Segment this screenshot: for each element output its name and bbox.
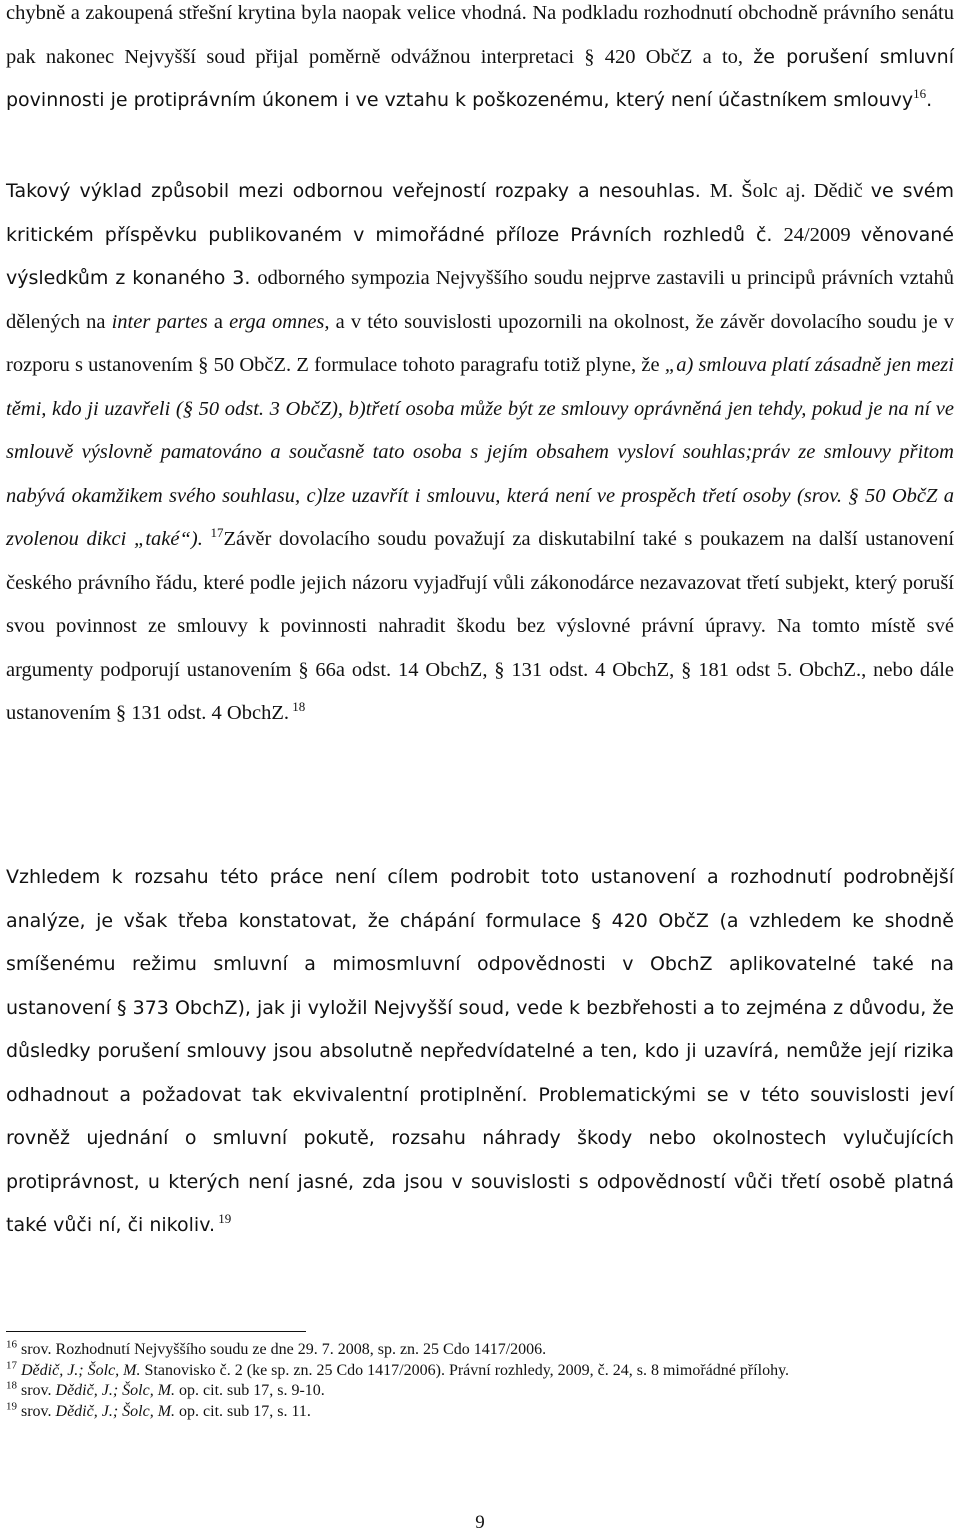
page-number: 9 <box>475 1512 485 1533</box>
text-run: Dědič, J.; Šolc, M. <box>55 1382 176 1399</box>
text-run: že porušení smluvní povinnosti je protiprávním úkonem i ve vztahu k poškozenému, který není účastníkem smlouvy <box>6 45 955 111</box>
text-run: odborného sympozia Nejvyššího soudu nejprve zastavili u principů právních vztahů dělených na <box>6 267 954 333</box>
text-run: op. cit. sub 17, s. 9-10. <box>175 1382 325 1399</box>
text-run: op. cit. sub 17, s. 11. <box>175 1402 311 1420</box>
text-run: a <box>207 310 230 333</box>
text-run: Dědič, J.; Šolc, M. <box>21 1361 141 1379</box>
footnote-separator <box>6 1331 306 1332</box>
text-run: srov. Rozhodnutí Nejvyššího soudu ze dne 29. 7. 2008, sp. zn. 25 Cdo 1417/2006. <box>17 1341 547 1358</box>
text-run: Takový výklad způsobil mezi odbornou veřejností rozpaky a nesouhlas. <box>6 180 710 202</box>
footnote-ref: 19 <box>215 1211 232 1227</box>
text-run: Problematickými se v této souvislosti jeví rovněž ujednání o smluvní pokutě, rozsahu náhrady škody nebo okolnostech vylučujících protiprávnost, u kterých není jasné, zda jsou v souvislosti s odpovědností vůči třetí osobě platná také vůči ní, či nikoliv. <box>6 1083 954 1236</box>
text-run: Stanovisko č. 2 (ke sp. zn. 25 Cdo 1417/2006). Právní rozhledy, 2009, č. 24, s. 8 mimořádné přílohy. <box>140 1361 790 1379</box>
text-run: chybně a zakoupená střešní krytina byla naopak velice vhodná. Na podkladu rozhodnutí obchodně právního senátu pak nakonec Nejvyšší soud přijal poměrně odvážnou interpretaci § 420 ObčZ a to, <box>6 2 954 68</box>
footnote-ref: 19 <box>6 1400 17 1413</box>
body-paragraph-2 <box>6 170 954 736</box>
footnote-ref: 17 <box>6 1359 17 1372</box>
text-run: věnované výsledkům z konaného 3. <box>6 223 954 289</box>
text-run: . <box>926 89 933 111</box>
body-paragraph-1 <box>6 0 954 123</box>
text-run: ve svém kritickém příspěvku publikovaném v mimořádné příloze Právních rozhledů č. <box>6 180 955 246</box>
footnote-ref: 16 <box>6 1338 17 1351</box>
text-run: srov. <box>17 1382 56 1399</box>
footnote-ref: 17 <box>210 525 224 541</box>
text-run: erga omnes, <box>229 310 330 333</box>
text-run: 24/2009 <box>783 223 861 246</box>
footnote-18 <box>6 1381 954 1402</box>
text-run: a v této souvislosti upozornili na okolnost, že závěr dovolacího soudu je v rozporu s ustanovením § 50 ObčZ. Z formulace tohoto paragrafu totiž plyne, že <box>6 310 955 376</box>
text-run: „a) smlouva platí zásadně jen mezi těmi, kdo ji uzavřeli (§ 50 odst. 3 ObčZ), b)třetí osoba může být ze smlouvy oprávněná jen tehdy, pokud je na ní ve smlouvě výslovně pamatováno a současně tato osoba s jejím obsahem vysloví souhlas;práv ze smlouvy přitom nabývá okamžikem svého souhlasu, c)lze uzavřít i smlouvu, která není ve prospěch třetí osoby (srov. § 50 ObčZ a zvolenou dikci „také“). <box>6 354 954 550</box>
footnote-ref: 18 <box>289 699 306 715</box>
footnote-17 <box>6 1361 954 1382</box>
text-run: Dědič <box>813 180 871 202</box>
footnote-16 <box>6 1340 954 1361</box>
text-run: Vzhledem k rozsahu této práce není cílem podrobit toto ustanovení a rozhodnutí podrobnější analýze, je však třeba konstatovat, že chápání formulace § 420 ObčZ (a vzhledem ke shodně smíšenému režimu smluvní a mimosmluvní odpovědnosti v ObchZ aplikovatelné také na ustanovení § 373 ObchZ), jak ji vyložil Nejvyšší soud, vede k bezbřehosti a to zejména z důvodu, že důsledky porušení smlouvy jsou absolutně nepředvídatelné a ten, kdo ji uzavírá, nemůže její rizika odhadnout a požadovat tak ekvivalentní protiplnění. <box>6 866 954 1106</box>
text-run: inter partes <box>111 310 208 333</box>
text-run: Závěr dovolacího soudu považují za diskutabilní také s poukazem na další ustanovení českého právního řádu, které podle jejich názoru vyjadřují vůli zákonodárce nezavazovat třetí subjekt, který poruší svou povinnost ze smlouvy k povinnosti nahradit škodu bez výslovné právní úpravy. Na tomto místě své argumenty podporují ustanovením § 66a odst. 14 ObchZ, § 131 odst. 4 ObchZ, § 181 odst 5. ObchZ., nebo dále ustanovením § 131 odst. 4 ObchZ. <box>6 528 955 724</box>
text-run: M. Šolc aj. <box>709 180 814 202</box>
text-run: Dědič, J.; Šolc, M. <box>55 1402 176 1420</box>
footnote-19 <box>6 1402 954 1423</box>
footnote-ref: 18 <box>6 1379 17 1392</box>
footnote-ref: 16 <box>913 86 927 102</box>
text-run: srov. <box>17 1402 56 1420</box>
body-paragraph-3 <box>6 856 954 1248</box>
footnotes <box>6 1340 954 1422</box>
